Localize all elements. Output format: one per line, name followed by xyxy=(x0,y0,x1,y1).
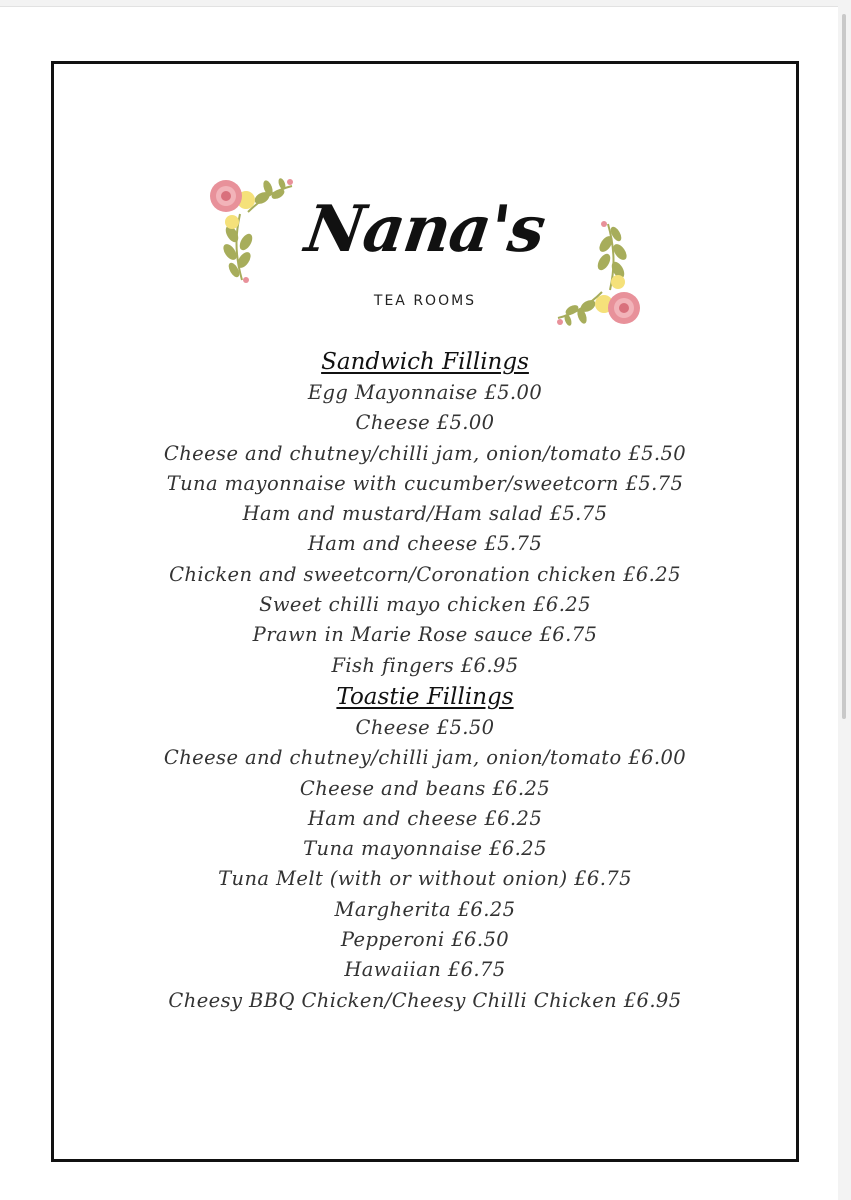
menu-item: Chicken and sweetcorn/Coronation chicken £6.25 xyxy=(169,562,681,586)
menu-item: Ham and mustard/Ham salad £5.75 xyxy=(242,502,608,526)
document-page xyxy=(0,6,838,1200)
menu-item: Tuna Melt (with or without onion) £6.75 xyxy=(218,867,632,891)
section-toastie-fillings xyxy=(54,681,796,1016)
section-heading: Sandwich Fillings xyxy=(321,349,529,375)
menu-content xyxy=(54,346,796,1016)
brand-subtitle: TEA ROOMS xyxy=(373,293,477,309)
menu-item: Hawaiian £6.75 xyxy=(344,958,506,982)
menu-item: Egg Mayonnaise £5.00 xyxy=(307,381,543,404)
menu-item: Prawn in Marie Rose sauce £6.75 xyxy=(252,623,598,647)
menu-item: Tuna mayonnaise £6.25 xyxy=(303,837,547,861)
menu-item: Cheese £5.50 xyxy=(355,715,495,739)
menu-border-frame xyxy=(51,61,799,1162)
menu-item: Margherita £6.25 xyxy=(334,897,516,921)
menu-item: Sweet chilli mayo chicken £6.25 xyxy=(259,593,591,617)
menu-item: Cheese £5.00 xyxy=(355,411,495,435)
scrollbar-thumb[interactable] xyxy=(842,14,846,719)
menu-item: Ham and cheese £6.25 xyxy=(307,806,543,830)
menu-item: Cheese and chutney/chilli jam, onion/tomato £5.50 xyxy=(163,441,687,465)
menu-item: Ham and cheese £5.75 xyxy=(307,532,543,556)
menu-item: Pepperoni £6.50 xyxy=(340,928,510,952)
menu-item: Cheese and beans £6.25 xyxy=(299,776,551,800)
menu-item: Fish fingers £6.95 xyxy=(331,653,519,677)
section-heading: Toastie Fillings xyxy=(336,683,514,710)
menu-item: Cheese and chutney/chilli jam, onion/tomato £6.00 xyxy=(163,746,687,770)
section-sandwich-fillings xyxy=(54,346,796,681)
menu-item: Cheesy BBQ Chicken/Cheesy Chilli Chicken £6.95 xyxy=(168,988,682,1012)
brand-logo-title: Nana's xyxy=(300,192,550,267)
menu-item: Tuna mayonnaise with cucumber/sweetcorn £5.75 xyxy=(166,471,684,495)
